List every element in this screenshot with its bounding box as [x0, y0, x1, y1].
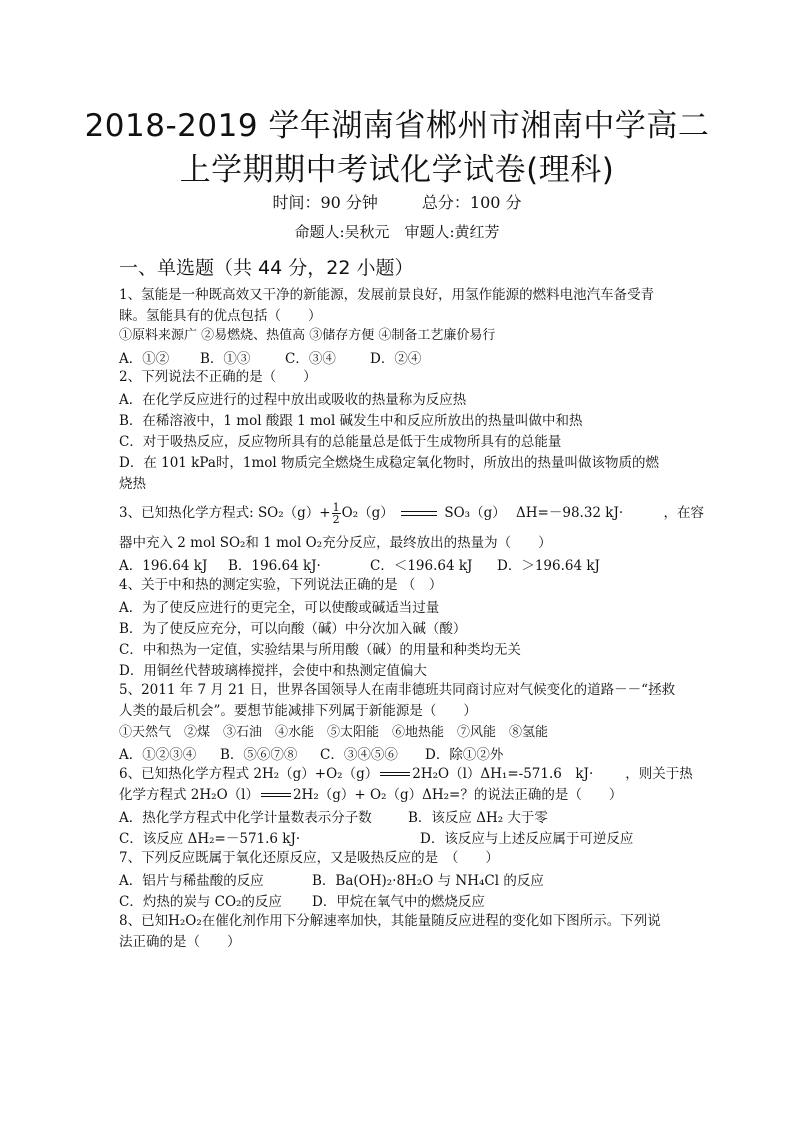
exam-total-score: 总分：100 分 — [421, 193, 522, 212]
q1-option-a: A．①② — [119, 351, 170, 367]
q5-stem-line2: 人类的最后机会”。要想节能减排下列属于新能源是（ ） — [119, 703, 477, 719]
q3-fraction — [332, 502, 341, 525]
q8-stem-line2: 法正确的是（ ） — [119, 934, 241, 950]
q1-stem-line3: ①原料来源广 ②易燃烧、热值高 ③储存方便 ④制备工艺廉价易行 — [119, 328, 496, 343]
q6-option-d: D．该反应与上述反应属于可逆反应 — [420, 831, 634, 847]
q6-line2-part2: 2H₂（g）+ O₂（g）ΔH₂=？的说法正确的是（ ） — [292, 787, 623, 803]
q2-option-c: C．对于吸热反应，反应物所具有的总能量总是低于生成物所具有的总能量 — [119, 434, 562, 450]
q3-stem-line2: 器中充入 2 mol SO₂和 1 mol O₂充分反应，最终放出的热量为（ ） — [119, 535, 552, 551]
q6-line1-part2: 2H₂O（l）ΔH₁=-571.6 kJ· — [412, 766, 594, 782]
q3-prefix: 3、已知热化学方程式: — [119, 505, 254, 521]
q3-fraction-numerator: 1 — [332, 501, 340, 514]
q2-option-d-line2: 烧热 — [119, 476, 146, 492]
q5-option-d: D．除①②外 — [425, 747, 504, 763]
q3-option-b: B．196.64 kJ· — [228, 558, 321, 574]
q1-stem-line1: 1、氢能是一种既高效又干净的新能源，发展前景良好，用氢作能源的燃料电池汽车备受青 — [119, 287, 655, 303]
q4-option-b: B．为了使反应充分，可以向酸（碱）中分次加入碱（酸） — [119, 621, 467, 637]
q2-option-a: A．在化学反应进行的过程中放出或吸收的热量称为反应热 — [119, 392, 467, 408]
q3-delta-h: ΔH=－98.32 kJ· — [516, 505, 624, 521]
q3-equation-line — [119, 500, 704, 526]
equals-arrow-icon — [380, 772, 410, 777]
exam-title-line2: 上学期期中考试化学试卷(理科) — [179, 152, 615, 188]
q4-stem: 4、关于中和热的测定实验，下列说法正确的是 （ ） — [119, 577, 443, 593]
exam-authors: 命题人:吴秋元 审题人:黄红芳 — [294, 223, 500, 241]
exam-title-line1: 2018-2019 学年湖南省郴州市湘南中学高二 — [84, 108, 710, 144]
exam-info — [0, 190, 794, 213]
q6-stem-line2 — [119, 785, 622, 806]
q1-option-b: B．①③ — [200, 351, 251, 367]
q7-option-c: C．灼热的炭与 CO₂的反应 — [119, 894, 282, 910]
q6-line1-part3: ，则关于热 — [625, 766, 693, 782]
q4-option-c: C．中和热为一定值，实验结果与所用酸（碱）的用量和种类均无关 — [119, 642, 521, 658]
q8-stem-line1: 8、已知H₂O₂在催化剂作用下分解速率加快，其能量随反应进程的变化如下图所示。下列说 — [119, 913, 661, 929]
q7-option-d: D．甲烷在氧气中的燃烧反应 — [312, 894, 485, 910]
q6-option-c: C．该反应 ΔH₂=－571.6 kJ· — [119, 831, 301, 847]
q6-stem-line1 — [119, 764, 693, 785]
section-heading: 一、单选题（共 44 分，22 小题） — [119, 257, 414, 279]
q7-option-b: B．Ba(OH)₂·8H₂O 与 NH₄Cl 的反应 — [312, 873, 544, 889]
exam-time: 时间：90 分钟 — [272, 193, 378, 212]
q3-so3: SO₃（g） — [444, 505, 506, 521]
q5-stem-line3: ①天然气 ②煤 ③石油 ④水能 ⑤太阳能 ⑥地热能 ⑦风能 ⑧氢能 — [119, 725, 549, 740]
q3-o2: O₂（g） — [341, 505, 394, 521]
q5-option-b: B．⑤⑥⑦⑧ — [220, 747, 298, 763]
q2-option-d-line1: D．在 101 kPa时，1mol 物质完全燃烧生成稳定氧化物时，所放出的热量叫做该物质的燃 — [119, 455, 660, 471]
q2-stem: 2、下列说法不正确的是（ ） — [119, 369, 317, 385]
q3-option-a: A．196.64 kJ — [119, 558, 208, 574]
q7-option-a: A．铝片与稀盐酸的反应 — [119, 873, 264, 889]
q6-line2-part1: 化学方程式 2H₂O（l） — [119, 787, 259, 803]
q1-stem-line2: 睐。氢能具有的优点包括（ ） — [119, 308, 322, 324]
q3-tail: ，在容 — [663, 505, 704, 521]
q4-option-d: D．用铜丝代替玻璃棒搅拌，会使中和热测定值偏大 — [119, 663, 427, 679]
q5-option-a: A．①②③④ — [119, 747, 197, 763]
q6-line1-part1: 6、已知热化学方程式 2H₂（g）+O₂（g） — [119, 766, 379, 782]
q5-option-c: C．③④⑤⑥ — [320, 747, 398, 763]
q6-option-b: B．该反应 ΔH₂ 大于零 — [408, 810, 548, 826]
reversible-arrow-icon — [401, 511, 437, 517]
q2-option-b: B．在稀溶液中，1 mol 酸跟 1 mol 碱发生中和反应所放出的热量叫做中和热 — [119, 413, 583, 429]
q3-option-d: D．＞196.64 kJ — [497, 558, 600, 574]
q3-fraction-denominator: 2 — [332, 513, 340, 526]
q6-option-a: A．热化学方程式中化学计量数表示分子数 — [119, 810, 372, 826]
q1-option-d: D．②④ — [370, 351, 422, 367]
q3-option-c: C．＜196.64 kJ — [370, 558, 473, 574]
equals-arrow-icon — [261, 793, 291, 798]
q1-option-c: C．③④ — [285, 351, 336, 367]
q4-option-a: A．为了使反应进行的更完全，可以使酸或碱适当过量 — [119, 600, 440, 616]
q3-so2: SO₂（g）+ — [257, 505, 331, 521]
q5-stem-line1: 5、2011 年 7 月 21 日，世界各国领导人在南非德班共同商讨应对气候变化的道路－－“拯救 — [119, 682, 676, 698]
q7-stem: 7、下列反应既属于氧化还原反应，又是吸热反应的是 （ ） — [119, 850, 499, 866]
